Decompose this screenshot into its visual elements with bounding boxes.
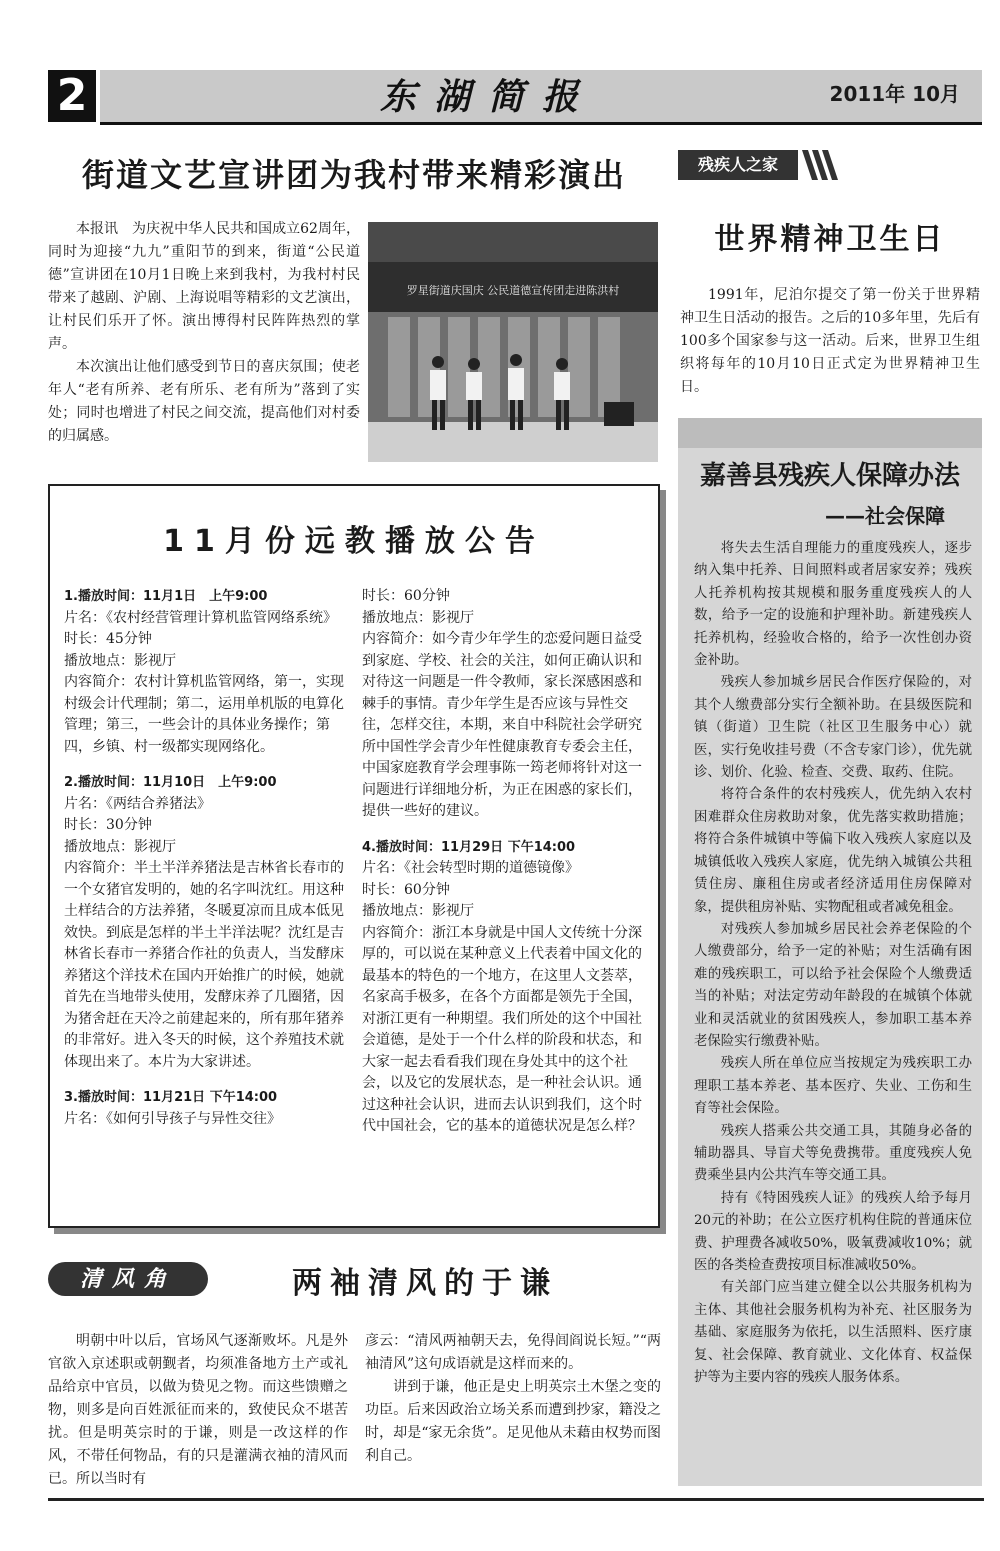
broadcast-detail-line: 内容简介：如今青少年学生的恋爱问题日益受到家庭、学校、社会的关注，如何正确认识和对待这一问题是一件令教师，家长深感困惑和棘手的事情。青少年学生是否应该与异性交往，怎样交往，本期，来自中科院社会学研究所中国性学会青少年性健康教育专委会主任，中国家庭教育学会理事陈一筠老师将针对这一问题进行详细地分析，为正在困惑的家长们，提供一些好的建议。 — [362, 631, 642, 819]
spacer — [64, 1073, 346, 1087]
qingfeng-right-column — [365, 1330, 661, 1468]
qingfeng-left-column — [48, 1330, 348, 1491]
lead-paragraph: 本报讯 为庆祝中华人民共和国成立62周年，同时为迎接“九九”重阳节的到来，街道“公民道德”宣讲团在10月1日晚上来到我村，为我村村民带来了越剧、沪剧、上海说唱等精彩的文艺演出，让村民们乐开了怀。演出博得村民阵阵热烈的掌声。 — [48, 221, 360, 352]
disability-rule-paragraph: 残疾人所在单位应当按规定为残疾职工办理职工基本养老、基本医疗、失业、工伤和生育等社会保险。 — [694, 1056, 972, 1117]
qingfeng-corner-badge: 清风角 — [48, 1262, 208, 1296]
broadcast-detail-line: 内容简介：浙江本身就是中国人文传统十分深厚的，可以说在某种意义上代表着中国文化的最基本的特色的一个地方，在这里人文荟萃，名家高手极多，在各个方面都是领先于全国，对浙江更有一种期望。我们所处的这个中国社会道德，是处于一个什么样的阶段和状态，和大家一起去看看我们现在身处其中的这个社会，以及它的发展状态，是一种社会认识。通过这种社会认识，进而去认识到我们，这个时代中国社会，它的基本的道德状况是怎么样？ — [362, 924, 642, 1134]
photo-banner-text: 罗星街道庆国庆 公民道德宣传团走进陈洪村 — [406, 284, 620, 297]
broadcast-detail-line: 内容简介：半土半洋养猪法是吉林省长春市的一个女猪官发明的，她的名字叫沈红。用这种土样结合的方法养猪，冬暖夏凉而且成本低见效快。到底是怎样的半土半洋法呢？沈红是吉林省长春市一养猪合作社的负责人，当发酵床养猪这个洋技术在国内开始推广的时候，她就首先在当地带头使用，发酵床养了几圈猪，因为猪舍赶在天冷之前建起来的，所有那年猪养的非常好。进入冬天的时候，这个养殖技术就体现出来了。本片为大家讲述。 — [64, 860, 344, 1070]
broadcast-detail-line: 片名：《两结合养猪法》 — [64, 795, 211, 812]
disability-rule-paragraph: 将符合条件的农村残疾人，优先纳入农村困难群众住房救助对象，优先落实救助措施；将符合条件城镇中等偏下收入残疾人家庭以及城镇低收入残疾人家庭，优先纳入城镇公共租赁住房、廉租住房或者经济适用住房保障对象，提供租房补贴、实物配租或者减免租金。 — [694, 787, 972, 915]
broadcast-schedule-heading: 3.播放时间：11月21日 下午14:00 — [64, 1090, 278, 1105]
broadcast-detail-line: 时长：60分钟 — [362, 588, 450, 604]
broadcast-schedule-heading: 4.播放时间：11月29日 下午14:00 — [362, 839, 576, 855]
mental-health-paragraph: 1991年，尼泊尔提交了第一份关于世界精神卫生日活动的报告。之后的10多年里，先后有100多个国家参与这一活动。后来，世界卫生组织将每年的10月10日正式定为世界精神卫生日。 — [680, 287, 980, 395]
broadcast-detail-line: 时长：45分钟 — [64, 631, 152, 647]
broadcast-detail-line: 片名：《如何引导孩子与异性交往》 — [64, 1110, 281, 1127]
disability-rules-box-header — [678, 418, 982, 448]
broadcast-schedule-heading: 1.播放时间：11月1日 上午9:00 — [64, 589, 268, 604]
disability-rules-body — [694, 538, 972, 1389]
broadcast-detail-line: 播放地点：影视厅 — [64, 838, 176, 855]
qingfeng-paragraph: 明朝中叶以后，官场风气逐渐败坏。凡是外官欲入京述职或朝觐者，均须准备地方土产或礼品给京中官员，以做为贽见之物。而这些馈赠之物，则多是向百姓派征而来的，致使民众不堪苦扰。但是明英宗时的于谦，则是一改这样的作风，不带任何物品，有的只是灌满衣袖的清风而已。所以当时有 — [48, 1333, 348, 1487]
disability-rules-title: 嘉善县残疾人保障办法 — [699, 461, 960, 491]
mental-health-day-body — [680, 284, 980, 399]
qingfeng-paragraph: 讲到于谦，他正是史上明英宗土木堡之变的功臣。后来因政治立场关系而遭到抄家，籍没之时，却是“家无余货”。足见他从未藉由权势而图利自己。 — [365, 1379, 661, 1464]
notice-title: 11月份远教播放公告 — [163, 524, 545, 559]
disability-rule-paragraph: 持有《特困残疾人证》的残疾人给予每月20元的补助；在公立医疗机构住院的普通床位费、护理费各减收50%，吸氧费减收10%；就医的各类检查费按项目标准减收50%。 — [694, 1190, 972, 1273]
bottom-rule — [48, 1498, 984, 1501]
disability-rules-subtitle: ——社会保障 — [825, 504, 945, 528]
broadcast-detail-line: 片名：《农村经营管理计算机监管网络系统》 — [64, 609, 337, 626]
page-number: 2 — [48, 70, 96, 122]
notice-right-column — [362, 586, 644, 1138]
qingfeng-title: 两袖清风的于谦 — [292, 1266, 558, 1301]
broadcast-detail-line: 内容简介：农村计算机监管网络，第一，实现村级会计代理制；第二，运用单机版的电算化管理；第三，一些会计的具体业务操作；第四，乡镇、村一级都实现网络化。 — [64, 674, 344, 755]
broadcast-detail-line: 时长：30分钟 — [64, 817, 152, 833]
spacer — [64, 758, 346, 772]
notice-left-column — [64, 586, 346, 1130]
stage-photo-drawing — [368, 222, 658, 462]
lead-article-body — [48, 218, 360, 448]
broadcast-detail-line: 播放地点：影视厅 — [64, 652, 176, 669]
lead-article-title: 街道文艺宣讲团为我村带来精彩演出 — [81, 156, 626, 194]
performance-photo — [368, 222, 658, 462]
broadcast-detail-line: 片名：《社会转型时期的道德镜像》 — [362, 860, 579, 876]
broadcast-detail-line: 播放地点：影视厅 — [362, 903, 474, 919]
broadcast-schedule-heading: 2.播放时间：11月10日 上午9:00 — [64, 775, 277, 790]
broadcast-detail-line: 播放地点：影视厅 — [362, 609, 474, 626]
mental-health-day-title: 世界精神卫生日 — [714, 222, 946, 257]
disability-rule-paragraph: 将失去生活自理能力的重度残疾人，逐步纳入集中托养、日间照料或者居家安养；残疾人托养机构按其规模和服务重度残疾人的人数，给予一定的设施和护理补助。新建残疾人托养机构，经验收合格的，给予一次性创办资金补助。 — [694, 541, 972, 669]
disability-rule-paragraph: 残疾人参加城乡居民合作医疗保险的，对其个人缴费部分实行全额补助。在县级医院和镇（街道）卫生院（社区卫生服务中心）就医，实行免收挂号费（不含专家门诊），优先就诊、划价、化验、检查、交费、取药、住院。 — [694, 675, 972, 781]
spacer — [362, 823, 644, 837]
issue-date: 2011年 10月 — [829, 82, 960, 106]
disability-rule-paragraph: 对残疾人参加城乡居民社会养老保险的个人缴费部分，给予一定的补贴；对生活确有困难的残疾职工，可以给予社会保险个人缴费适当的补贴；对法定劳动年龄段的在城镇个体就业和灵活就业的贫困残疾人，参加职工基本养老保险实行缴费补贴。 — [694, 921, 972, 1049]
broadcast-detail-line: 时长：60分钟 — [362, 881, 450, 898]
lead-paragraph: 本次演出让他们感受到节日的喜庆氛围；使老年人“老有所养、老有所乐、老有所为”落到了实处；同时也增进了村民之间交流，提高他们对村委的归属感。 — [48, 359, 360, 444]
masthead: 东湖简报 — [380, 76, 597, 118]
qingfeng-paragraph: 彦云：“清风两袖朝天去，免得闾阎说长短。”“两袖清风”这句成语就是这样而来的。 — [365, 1333, 661, 1372]
disability-rule-paragraph: 残疾人搭乘公共交通工具，其随身必备的辅助器具、导盲犬等免费携带。重度残疾人免费乘坐县内公共汽车等交通工具。 — [694, 1123, 972, 1184]
column-tag-stripes — [800, 150, 840, 180]
disability-rule-paragraph: 有关部门应当建立健全以公共服务机构为主体、其他社会服务机构为补充、社区服务为基础、家庭服务为依托，以生活照料、医疗康复、社会保障、教育就业、文化体育、权益保护等为主要内容的残疾人服务体系。 — [694, 1280, 972, 1386]
broadcast-notice-box — [48, 484, 660, 1228]
column-tag: 残疾人之家 — [678, 150, 798, 180]
